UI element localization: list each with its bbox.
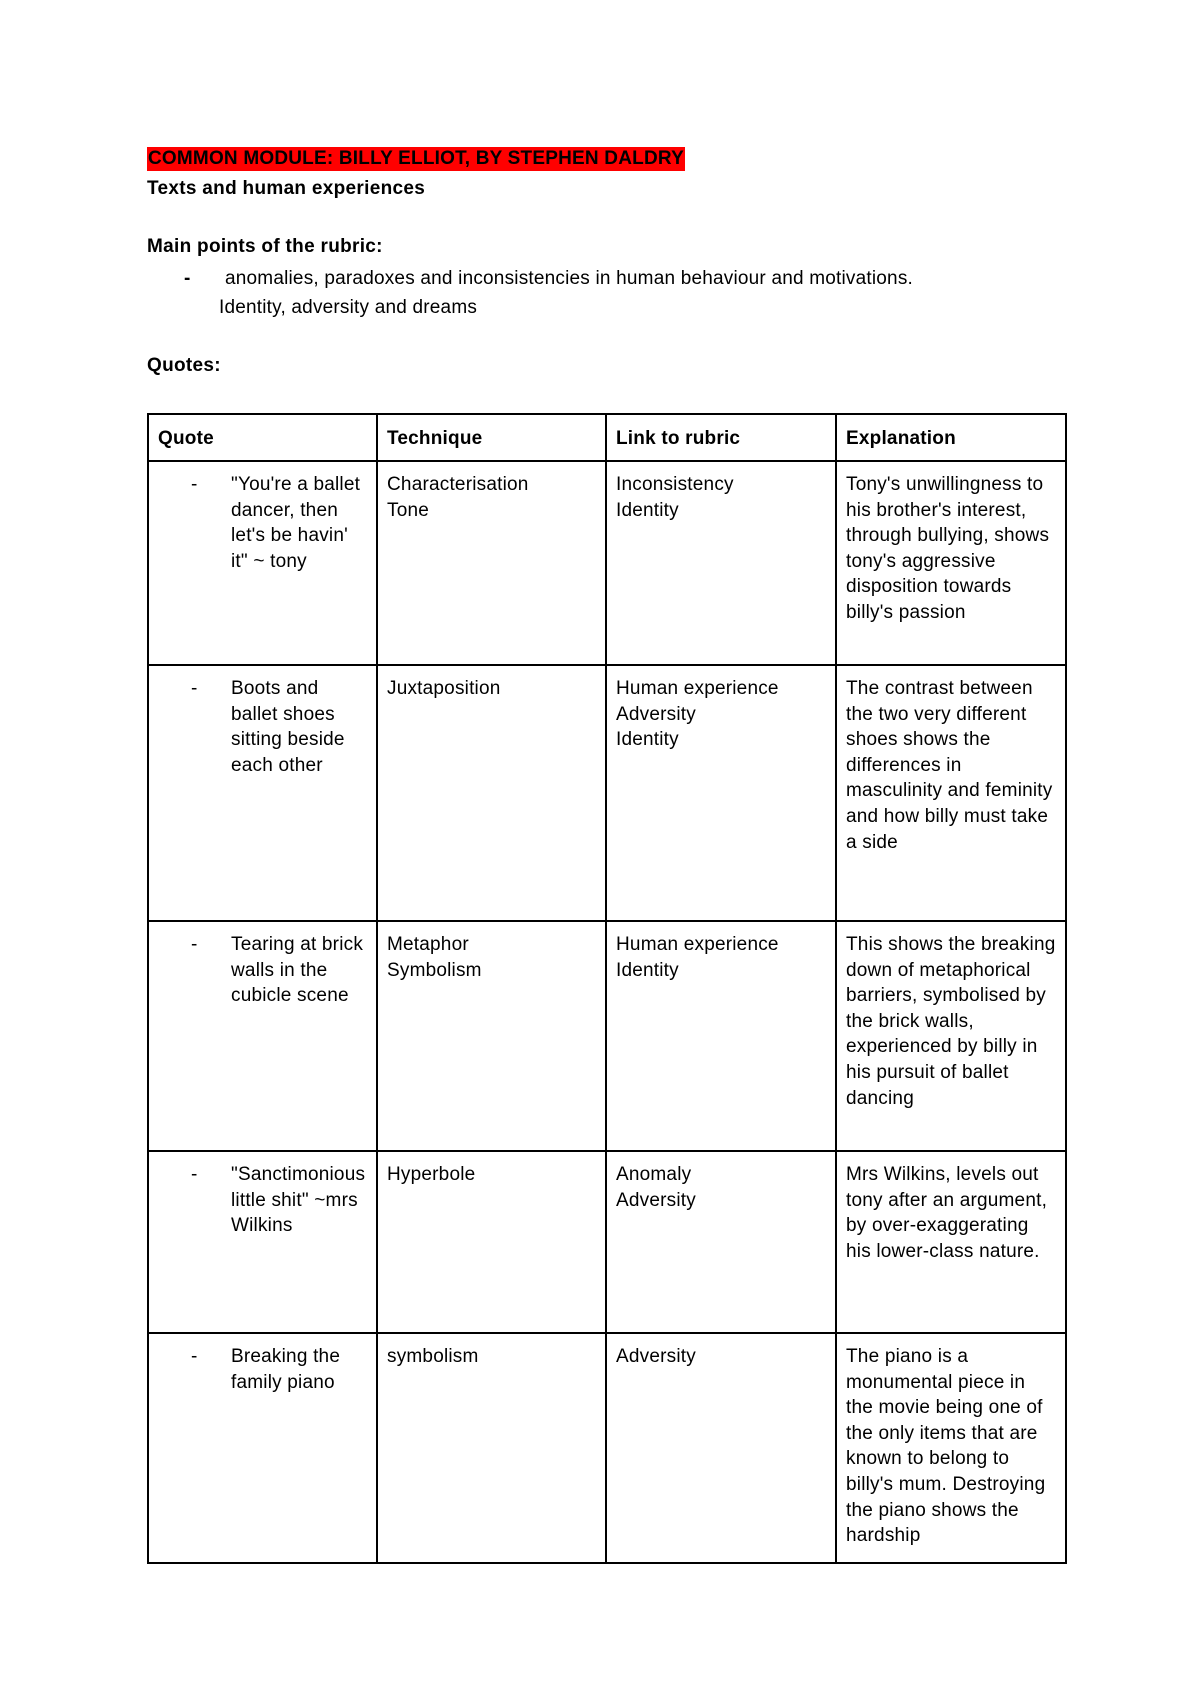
technique-item: Metaphor (387, 934, 469, 955)
technique-cell (377, 1151, 606, 1333)
quote-cell (148, 921, 377, 1151)
technique-cell (377, 1333, 606, 1563)
explanation-cell: The contrast between the two very different shoes shows the differences in masculinity and feminity and how billy must take a side (836, 665, 1066, 921)
quote-cell (148, 1333, 377, 1563)
table-row (148, 1151, 1066, 1333)
quote-cell (148, 665, 377, 921)
link-cell (606, 461, 836, 665)
technique-item: Tone (387, 499, 430, 521)
link-cell (606, 665, 836, 921)
document-subtitle: Texts and human experiences (147, 178, 426, 199)
rubric-list-item (147, 264, 1067, 293)
rubric-line-2: Identity, adversity and dreams (219, 297, 478, 318)
table-row (148, 1333, 1066, 1563)
link-item: Human experience (616, 678, 779, 699)
document-page (147, 147, 1067, 1547)
header-link-to-rubric: Link to rubric (606, 414, 836, 461)
quote-text: "You're a ballet dancer, then let's be havin' it" ~ tony (231, 474, 361, 572)
quote-text: Tearing at brick walls in the cubicle scene (231, 934, 364, 1007)
explanation-cell: Mrs Wilkins, levels out tony after an argument, by over-exaggerating his lower-class nature. (836, 1151, 1066, 1333)
quote-cell (148, 461, 377, 665)
technique-item: Juxtaposition (387, 678, 501, 699)
quotes-table (147, 413, 1067, 1564)
technique-item: symbolism (387, 1346, 479, 1367)
technique-cell (377, 921, 606, 1151)
explanation-cell: This shows the breaking down of metaphorical barriers, symbolised by the brick walls, experienced by billy in his pursuit of ballet dancing (836, 921, 1066, 1151)
table-row (148, 921, 1066, 1151)
link-cell (606, 921, 836, 1151)
table-row (148, 665, 1066, 921)
link-item: Identity (616, 729, 679, 751)
rubric-heading: Main points of the rubric: (147, 236, 383, 257)
quote-text: "Sanctimonious little shit" ~mrs Wilkins (231, 1164, 366, 1237)
quotes-heading: Quotes: (147, 355, 221, 376)
link-item: Adversity (616, 1189, 696, 1211)
quote-text: Boots and ballet shoes sitting beside each other (231, 678, 345, 776)
quote-bullet: - (191, 1346, 198, 1367)
link-cell (606, 1151, 836, 1333)
link-item: Adversity (616, 1346, 696, 1367)
link-item: Inconsistency (616, 474, 734, 495)
link-item: Identity (616, 959, 679, 981)
technique-item: Characterisation (387, 474, 529, 495)
header-technique: Technique (377, 414, 606, 461)
link-item: Adversity (616, 703, 696, 725)
technique-cell (377, 461, 606, 665)
header-explanation: Explanation (836, 414, 1066, 461)
link-cell (606, 1333, 836, 1563)
document-title-line (147, 147, 1067, 171)
quote-bullet: - (191, 474, 198, 495)
explanation-cell: Tony's unwillingness to his brother's interest, through bullying, shows tony's aggressive disposition towards billy's passion (836, 461, 1066, 665)
quote-bullet: - (191, 678, 198, 699)
technique-cell (377, 665, 606, 921)
table-row (148, 461, 1066, 665)
quote-text: Breaking the family piano (231, 1346, 341, 1393)
rubric-line-1: anomalies, paradoxes and inconsistencies in human behaviour and motivations. (225, 268, 913, 289)
quote-bullet: - (191, 1164, 198, 1185)
technique-item: Hyperbole (387, 1164, 476, 1185)
explanation-cell: The piano is a monumental piece in the movie being one of the only items that are known to belong to billy's mum. Destroying the piano shows the hardship (836, 1333, 1066, 1563)
rubric-bullet: - (184, 268, 191, 289)
technique-item: Symbolism (387, 959, 482, 981)
link-item: Anomaly (616, 1164, 692, 1185)
quote-bullet: - (191, 934, 198, 955)
table-header-row (148, 414, 1066, 461)
link-item: Human experience (616, 934, 779, 955)
document-title: COMMON MODULE: BILLY ELLIOT, BY STEPHEN DALDRY (148, 148, 684, 169)
header-quote: Quote (148, 414, 377, 461)
quote-cell (148, 1151, 377, 1333)
link-item: Identity (616, 499, 679, 521)
